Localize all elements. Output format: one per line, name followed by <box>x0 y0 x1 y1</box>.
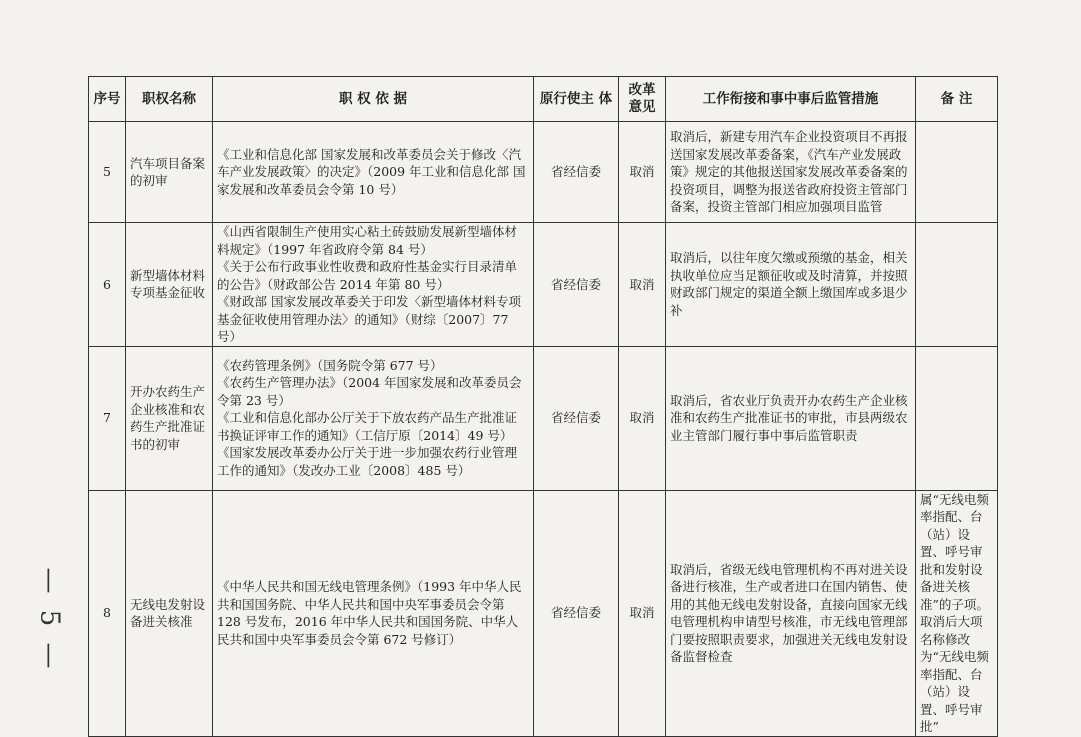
row-opinion: 取消 <box>619 122 666 223</box>
header-name: 职权名称 <box>126 77 213 122</box>
row-name: 汽车项目备案的初审 <box>126 122 213 223</box>
row-notes: 属“无线电频率指配、台（站）设置、呼号审批和发射设备进关核准”的子项。取消后大项名称修改为“无线电频率指配、台（站）设置、呼号审批” <box>916 490 998 736</box>
row-opinion: 取消 <box>619 490 666 736</box>
header-notes: 备 注 <box>916 77 998 122</box>
header-subject: 原行使主 体 <box>534 77 619 122</box>
row-name: 开办农药生产企业核准和农药生产批准证书的初审 <box>126 346 213 490</box>
table-row <box>89 122 998 223</box>
header-basis: 职 权 依 据 <box>213 77 534 122</box>
row-num: 8 <box>89 490 126 736</box>
row-notes <box>916 346 998 490</box>
header-measures: 工作衔接和事中事后监管措施 <box>666 77 916 122</box>
basis-item: 《农药生产管理办法》（2004 年国家发展和改革委员会令第 23 号） <box>217 375 522 408</box>
row-basis <box>213 346 534 490</box>
row-basis <box>213 223 534 347</box>
basis-item: 《中华人民共和国无线电管理条例》（1993 年中华人民共和国国务院、中华人民共和国中央军事委员会令第 128 号发布，2016 年中华人民共和国国务院、中华人民共和国中央军事委员会令第 672 号修订） <box>217 579 522 647</box>
row-name: 新型墙体材料专项基金征收 <box>126 223 213 347</box>
row-notes <box>916 122 998 223</box>
row-measures: 取消后，省农业厅负责开办农药生产企业核准和农药生产批准证书的审批，市县两级农业主管部门履行事中事后监管职责 <box>666 346 916 490</box>
row-opinion: 取消 <box>619 223 666 347</box>
row-measures: 取消后，新建专用汽车企业投资项目不再报送国家发展改革委备案，《汽车产业发展政策》规定的其他报送国家发展改革委备案的投资项目，调整为报送省政府投资主管部门备案，投资主管部门相应加强项目监管 <box>666 122 916 223</box>
row-basis <box>213 490 534 736</box>
row-basis <box>213 122 534 223</box>
row-measures: 取消后，以往年度欠缴或预缴的基金，相关执收单位应当足额征收或及时清算，并按照财政部门规定的渠道全额上缴国库或多退少补 <box>666 223 916 347</box>
row-subject: 省经信委 <box>534 490 619 736</box>
basis-item: 《工业和信息化部 国家发展和改革委员会关于修改〈汽车产业发展政策〉的决定》（2009 年工业和信息化部 国家发展和改革委员会令第 10 号） <box>217 146 526 197</box>
table-row <box>89 223 998 347</box>
row-subject: 省经信委 <box>534 122 619 223</box>
row-num: 6 <box>89 223 126 347</box>
row-name: 无线电发射设备进关核准 <box>126 490 213 736</box>
header-row <box>89 77 998 122</box>
row-subject: 省经信委 <box>534 346 619 490</box>
row-subject: 省经信委 <box>534 223 619 347</box>
row-opinion: 取消 <box>619 346 666 490</box>
basis-item: 《工业和信息化部办公厅关于下放农药产品生产批准证书换证评审工作的通知》（工信厅原〔2014〕49 号） <box>217 410 518 443</box>
header-opinion: 改革意见 <box>619 77 666 122</box>
basis-item: 《山西省限制生产使用实心粘土砖鼓励发展新型墙体材料规定》（1997 年省政府令第 84 号） <box>217 224 518 257</box>
powers-table <box>88 76 998 737</box>
header-num: 序号 <box>89 77 126 122</box>
table-row <box>89 346 998 490</box>
basis-item: 《财政部 国家发展改革委关于印发〈新型墙体材料专项基金征收使用管理办法〉的通知》（财综〔2007〕77 号） <box>217 294 521 344</box>
basis-item: 《关于公布行政事业性收费和政府性基金实行目录清单的公告》（财政部公告 2014 年第 80 号） <box>217 259 518 292</box>
table-row <box>89 490 998 736</box>
row-num: 5 <box>89 122 126 223</box>
row-num: 7 <box>89 346 126 490</box>
basis-item: 《农药管理条例》（国务院令第 677 号） <box>217 357 443 373</box>
row-measures: 取消后，省级无线电管理机构不再对进关设备进行核准，生产或者进口在国内销售、使用的其他无线电发射设备，直接向国家无线电管理机构申请型号核准，市无线电管理部门要按照职责要求，加强进关无线电发射设备监督检查 <box>666 490 916 736</box>
row-notes <box>916 223 998 347</box>
page-number: — 5 — <box>35 567 66 673</box>
basis-item: 《国家发展改革委办公厅关于进一步加强农药行业管理工作的通知》（发改办工业〔2008〕485 号） <box>217 445 518 478</box>
